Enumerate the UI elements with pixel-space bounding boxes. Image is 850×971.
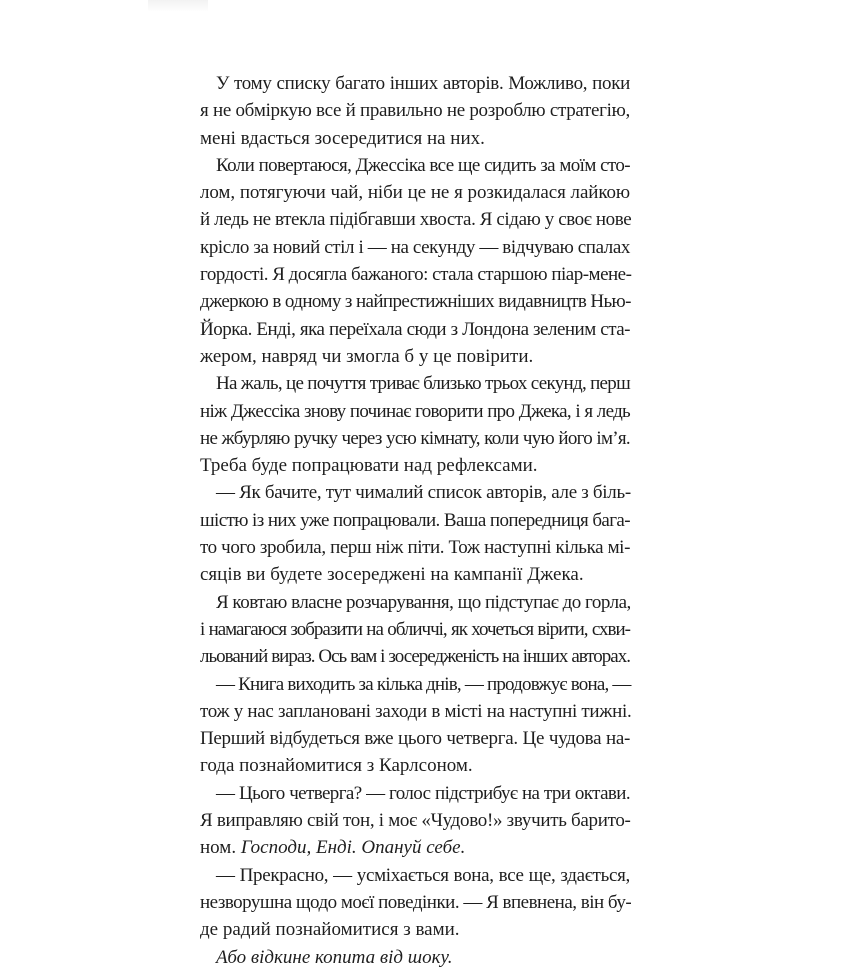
text-line: я не обміркую все й правильно не розроблю стратегію, [200,100,630,122]
text-line-prefix: ном. [200,837,241,859]
text-line: незворушна щодо моєї поведінки. — Я впевнена, він бу- [200,891,632,913]
paragraph-6 [200,671,630,780]
text-line: — Книга виходить за кілька днів, — продовжує вона, — [216,673,631,695]
text-line: Треба буде попрацювати над рефлексами. [200,455,538,477]
italic-thought: Господи, Енді. Опануй себе. [240,837,466,859]
paragraph-2 [200,152,630,370]
text-line: льований вираз. Ось вам і зосередженість на інших авторах. [200,646,630,668]
text-line: і намагаюся зобразити на обличчі, як хочеться вірити, схви- [200,618,630,640]
text-line: не жбурляю ручку через усю кімнату, коли чую його ім’я. [200,427,630,449]
italic-thought-line: Або відкине копита від шоку. [216,946,453,968]
text-line [200,834,630,861]
text-line: Я виправляю свій тон, і моє «Чудово!» звучить барито- [200,810,631,832]
text-line: На жаль, це почуття триває близько трьох секунд, перш [216,373,631,395]
paragraph-8 [200,862,630,944]
paragraph-1 [200,70,630,152]
paragraph-3 [200,370,630,479]
text-line: Я ковтаю власне розчарування, що підступає до горла, [216,591,631,613]
text-line: У тому списку багато інших авторів. Можливо, поки [216,73,630,94]
text-line: де радий познайомитися з вами. [200,919,460,941]
text-line: жером, навряд чи змогла б у це повірити. [200,345,534,367]
text-line: — Прекрасно, — усміхається вона, все ще, здається, [216,864,630,886]
text-line: тож у нас заплановані заходи в місті на наступні тижні. [200,700,632,722]
body-text [200,70,630,971]
text-line: сяців ви будете зосереджені на кампанії Джека. [200,564,584,586]
text-line: ніж Джессіка знову починає говорити про Джека, і я ледь [200,400,630,422]
text-line: крісло за новий стіл і — на секунду — відчуваю спалах [200,236,630,258]
text-line: мені вдасться зосередитися на них. [200,127,485,149]
text-line: года познайомитися з Карлсоном. [200,755,473,777]
text-line: Перший відбудеться вже цього четверга. Це чудова на- [200,728,630,750]
paragraph-4 [200,479,630,588]
text-line: й ледь не втекла підібгавши хвоста. Я сідаю у своє нове [200,209,632,231]
paragraph-7 [200,780,630,862]
page-edge-shadow [148,0,208,12]
text-line: — Цього четверга? — голос підстрибує на три октави. [216,782,630,804]
text-line: джеркою в одному з найпрестижніших видавництв Нью- [200,291,631,313]
paragraph-5 [200,589,630,671]
text-line: Коли повертаюся, Джессіка все ще сидить за моїм сто- [216,154,630,176]
text-line: — Як бачите, тут чималий список авторів, але з біль- [216,482,631,504]
paragraph-9 [200,944,630,971]
text-line: гордості. Я досягла бажаного: стала старшою піар-мене- [200,264,632,286]
text-line: шістю із них уже попрацювали. Ваша попередниця бага- [200,509,630,531]
text-line: лом, потягуючи чай, ніби це не я розкидалася лайкою [200,182,630,204]
text-line: то чого зробила, перш ніж піти. Тож наступні кілька мі- [200,537,630,559]
text-line: Йорка. Енді, яка переїхала сюди з Лондона зеленим ста- [200,318,630,340]
